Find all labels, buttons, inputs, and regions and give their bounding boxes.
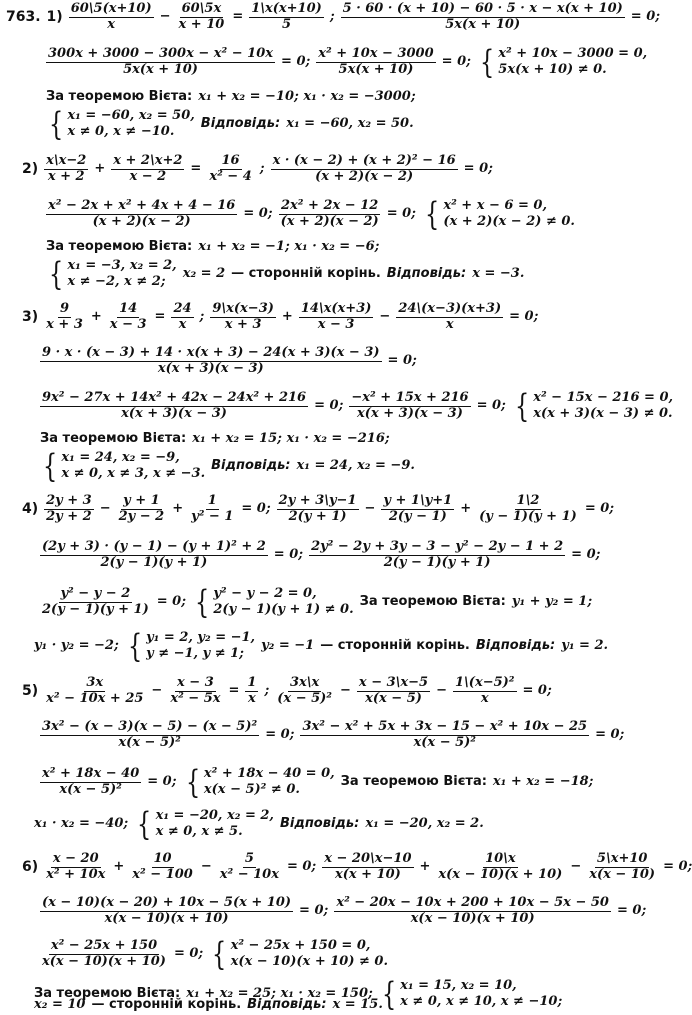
operator: − — [436, 682, 448, 698]
vieta-sum: x₁ + x₂ = −18; — [492, 773, 594, 789]
fraction: 3x x² − 10x + 25 — [46, 675, 144, 706]
fraction: $\frac{\text{9x² − 27x + 14x² + 42x − 24x² + 216}}{x(x + 3)(x - 3)}$ — [42, 389, 307, 421]
vieta-label: За теоремою Вієта: — [340, 773, 487, 789]
fraction: $\frac{\text{2y² − 2y + 3y − 3 − y² − 2y − 1 + 2}}{2(y - 1)(y + 1)}$ — [311, 539, 564, 570]
operator: = — [232, 8, 244, 24]
p4-label: 4) — [22, 501, 39, 518]
brace-icon: { — [49, 255, 64, 293]
fraction: $\frac{1\backslash x(x+10)}{5}$ — [251, 1, 322, 32]
operator: + — [94, 160, 106, 176]
fraction: $\frac{24}{x}$ — [173, 301, 192, 332]
fraction: x − 20 x² + 10x — [46, 851, 106, 882]
p4-line-3 — [40, 583, 596, 621]
fraction: $\frac{1}{\text{y² − 1}}$ — [191, 493, 234, 524]
equals-zero: = 0; — [281, 53, 311, 69]
vieta-product: y₁ · y₂ = −2; — [34, 637, 119, 653]
vieta-relations: x₁ + x₂ = −1; x₁ · x₂ = −6; — [198, 239, 380, 254]
brace-icon: { — [43, 447, 58, 485]
operator: + — [113, 858, 125, 874]
equation-system: { x₁ = −20, x₂ = 2, x ≠ 0, x ≠ 5. — [137, 805, 274, 843]
extraneous-label: — сторонній корінь. — [231, 265, 381, 281]
vieta-label: За теоремою Вієта: — [40, 431, 187, 446]
brace-icon: { — [425, 195, 440, 233]
p1-line-3 — [46, 90, 596, 105]
fraction: $\frac{\text{−x² + 15x + 216}}{x(x + 3)(x - 3)}$ — [351, 389, 469, 421]
equals-zero: = 0; — [265, 726, 295, 742]
operator: − — [570, 858, 582, 874]
vieta-label: За теоремою Вієта: — [46, 239, 193, 254]
equals-zero: = 0; — [663, 858, 692, 874]
equals-zero: = 0; — [463, 160, 493, 176]
equation-system: { x² + x − 6 = 0, (x + 2)(x − 2) ≠ 0. — [425, 195, 575, 233]
equals-zero: = 0; — [273, 546, 304, 562]
p1-label: 1) — [46, 9, 63, 26]
fraction: $\frac{\text{2x² + 2x − 12}}{(x + 2)(x - 2)}$ — [280, 197, 379, 229]
p3-label: 3) — [22, 309, 39, 326]
p4-line-4 — [34, 627, 609, 665]
equals-zero: = 0; — [509, 308, 539, 324]
equation-system: { x² + 10x − 3000 = 0, 5x(x + 10) ≠ 0. — [479, 43, 648, 81]
fraction: $\frac{y + 1}{2y - 2}$ — [118, 493, 165, 524]
equals-zero: = 0; — [173, 945, 204, 961]
operator: − — [340, 682, 351, 698]
operator: − — [200, 858, 212, 874]
fraction: $\frac{\text{x · (x − 2) + (x + 2)² − 16}}{(x + 2)(x - 2)}$ — [272, 153, 456, 184]
vieta-label: За теоремою Вієта: — [46, 89, 193, 104]
answer-value: x₁ = 24, x₂ = −9. — [296, 457, 415, 473]
fraction: 2y + 3\y−1 2(y + 1) — [278, 493, 357, 524]
brace-icon: { — [479, 43, 495, 81]
p1-line-1 — [6, 1, 661, 33]
fraction: $\frac{5\backslash x+10}{x(x - 10)}$ — [589, 851, 656, 882]
fraction: $\frac{(x - 10)(x - 20) + 10x - 5(x + 10)}{x(x - 10)(x + 10)}$ — [42, 895, 292, 926]
equals-zero: = 0; — [584, 500, 615, 516]
fraction: 60\5(x+10) x — [70, 1, 152, 32]
extraneous-label: — сторонній корінь. — [320, 637, 470, 653]
equation-system: { x₁ = −60, x₂ = 50, x ≠ 0, x ≠ −10. — [49, 105, 195, 143]
equals-zero: = 0; — [386, 205, 416, 221]
vieta-label: За теоремою Вієта: — [34, 985, 181, 1001]
operator: + — [172, 500, 184, 516]
p2-line-1 — [6, 154, 596, 185]
separator: ; — [264, 682, 270, 698]
operator: − — [151, 682, 163, 698]
p4-line-2 — [40, 539, 601, 571]
fraction: $\frac{24\backslash(x-3)(x+3)}{x}$ — [398, 301, 502, 332]
fraction: 9 x + 3 — [46, 301, 83, 332]
vieta-product: x₁ · x₂ = −40; — [34, 815, 129, 831]
p3-line-2 — [40, 346, 596, 377]
brace-icon: { — [212, 935, 227, 973]
fraction: $\frac{\text{x² − 2x + x² + 4x + 4 − 16}}{(x + 2)(x - 2)}$ — [48, 197, 236, 229]
equals-zero: = 0; — [387, 352, 417, 368]
operator: + — [460, 500, 472, 516]
operator: = — [190, 160, 202, 176]
fraction: $\frac{1\backslash 2}{(y - 1)(y + 1)}$ — [479, 493, 577, 524]
p5-line-2 — [40, 719, 625, 751]
equals-zero: = 0; — [476, 397, 506, 413]
p6-line-5 — [34, 998, 389, 1013]
extraneous-root: x₂ = 10 — [34, 997, 86, 1012]
fraction: $\frac{\text{1\textbackslash{}(x−5)²}}{x}$ — [455, 675, 515, 706]
operator: − — [99, 500, 111, 516]
equation-system: { x² − 25x + 150 = 0, x(x − 10)(x + 10) ≠ 0. — [212, 935, 389, 973]
p3-line-1 — [6, 302, 596, 333]
operator: + — [90, 308, 102, 324]
answer-label: Відповідь: — [211, 457, 291, 473]
brace-icon: { — [381, 975, 397, 1013]
p5-label: 5) — [22, 683, 39, 700]
operator: − — [159, 8, 171, 24]
fraction: $\frac{x + 2\backslash x+2}{x - 2}$ — [113, 153, 183, 184]
answer-label: Відповідь: — [386, 265, 467, 281]
fraction: $\frac{y + 1\backslash y+1}{2(y - 1)}$ — [383, 493, 453, 524]
equals-zero: = 0; — [630, 8, 661, 24]
operator: = — [154, 308, 166, 324]
fraction: $\frac{\text{(2y + 3) · (y − 1) − (y + 1)² + 2}}{2(y - 1)(y + 1)}$ — [42, 539, 266, 570]
fraction: $\frac{10}{\text{x² − 100}}$ — [132, 851, 193, 882]
equation-system: { x₁ = −3, x₂ = 2, x ≠ −2, x ≠ 2; — [49, 255, 177, 293]
fraction: $\frac{x - 3\backslash x-5}{x(x - 5)}$ — [358, 675, 429, 706]
extraneous-root: y₂ = −1 — [261, 637, 315, 653]
vieta-relations: x₁ + x₂ = 15; x₁ · x₂ = −216; — [192, 431, 390, 446]
brace-icon: { — [127, 627, 143, 665]
fraction: x\x−2 x + 2 — [46, 153, 87, 184]
p2-line-2 — [46, 195, 596, 233]
equation-system: { x² + 18x − 40 = 0, x(x − 5)² ≠ 0. — [185, 763, 335, 801]
brace-icon: { — [195, 583, 210, 621]
equals-zero: = 0; — [522, 682, 552, 698]
problem-number: 763. — [6, 9, 41, 26]
p4-line-1 — [6, 493, 615, 525]
p1-line-4 — [46, 105, 596, 143]
equation-system: { x₁ = 24, x₂ = −9, x ≠ 0, x ≠ 3, x ≠ −3. — [43, 447, 206, 485]
answer-value: y₁ = 2. — [561, 637, 609, 653]
fraction: $\frac{\text{x² + 10x − 3000}}{5x(x + 10)}$ — [318, 45, 434, 77]
fraction: $\frac{5}{\text{x² − 10x}}$ — [219, 851, 279, 882]
p2-line-3 — [46, 240, 596, 255]
fraction: $\frac{\text{x² − 20x − 10x + 200 + 10x − 5x − 50}}{x(x - 10)(x + 10)}$ — [336, 895, 609, 926]
fraction: $\frac{\text{3x² − (x − 3)(x − 5) − (x − 5)²}}{\text{x(x − 5)²}}$ — [42, 719, 258, 750]
fraction: $\frac{x - 3}{\text{x² − 5x}}$ — [170, 675, 221, 706]
brace-icon: { — [137, 805, 152, 843]
equals-zero: = 0; — [243, 205, 273, 221]
fraction: $\frac{60\backslash 5x}{x + 10}$ — [178, 1, 225, 32]
fraction: 3x\x (x − 5)² — [277, 675, 333, 706]
separator: ; — [259, 160, 265, 176]
p6-line-3 — [40, 935, 596, 973]
p6-line-2 — [40, 895, 647, 927]
equation-system: { x₁ = 15, x₂ = 10, x ≠ 0, x ≠ 10, x ≠ −10; — [381, 975, 563, 1013]
separator: ; — [199, 308, 205, 324]
fraction: $\frac{9 \cdot x \cdot (x - 3) + 14 \cdot x(x + 3) - 24(x + 3)(x - 3)}{x(x + 3)(x - 3)}$ — [42, 345, 380, 376]
p1-line-2 — [46, 43, 648, 81]
brace-icon: { — [49, 105, 64, 143]
equals-zero: = 0; — [616, 902, 647, 918]
answer-label: Відповідь: — [279, 815, 360, 831]
answer-label: Відповідь: — [247, 997, 327, 1012]
fraction: $\frac{14}{x - 3}$ — [109, 301, 147, 332]
p2-line-4 — [46, 255, 596, 293]
separator: ; — [329, 8, 335, 24]
equals-zero: = 0; — [595, 726, 625, 742]
answer-value: x₁ = −60, x₂ = 50. — [286, 115, 414, 131]
p5-line-3 — [40, 763, 596, 801]
fraction: 2y + 3 2y + 2 — [46, 493, 92, 524]
equals-zero: = 0; — [147, 773, 177, 789]
fraction: x − 20\x−10 x(x + 10) — [324, 851, 412, 882]
equals-zero: = 0; — [286, 858, 317, 874]
p2-label: 2) — [22, 161, 39, 178]
p6-line-1 — [6, 851, 692, 883]
fraction: $\frac{1}{x}$ — [247, 675, 257, 706]
fraction: 9\x(x−3) x + 3 — [212, 301, 274, 332]
p5-line-4 — [34, 805, 596, 843]
p6-label: 6) — [22, 859, 39, 876]
equals-zero: = 0; — [571, 546, 601, 562]
vieta-sum: y₁ + y₂ = 1; — [511, 593, 593, 609]
p3-line-3 — [40, 387, 674, 425]
extraneous-root: x₂ = 2 — [182, 265, 226, 281]
answer-value: x = −3. — [472, 265, 525, 281]
fraction: $\frac{\text{y² − y − 2}}{2(y - 1)(y + 1)}$ — [42, 585, 149, 617]
answer-value: x = 15. — [332, 997, 383, 1012]
operator: + — [281, 308, 293, 324]
answer-label: Відповідь: — [475, 637, 556, 653]
brace-icon: { — [514, 387, 530, 425]
extraneous-label: — сторонній корінь. — [91, 997, 242, 1012]
vieta-relations: x₁ + x₂ = 25; x₁ · x₂ = 150; — [186, 985, 373, 1001]
brace-icon: { — [185, 763, 200, 801]
p3-line-5 — [40, 447, 596, 485]
fraction: $\frac{14\backslash x(x+3)}{x - 3}$ — [300, 301, 372, 332]
fraction: $\frac{16}{\text{x² − 4}}$ — [209, 153, 252, 184]
p3-line-4 — [40, 432, 596, 447]
equals-zero: = 0; — [156, 593, 187, 609]
equals-zero: = 0; — [314, 397, 344, 413]
vieta-relations: x₁ + x₂ = −10; x₁ · x₂ = −3000; — [198, 89, 416, 104]
fraction: $\frac{\text{300x + 3000 − 300x − x² − 10x}}{5x(x + 10)}$ — [48, 45, 274, 77]
fraction: $\frac{\text{3x² − x² + 5x + 3x − 15 − x² + 10x − 25}}{\text{x(x − 5)²}}$ — [302, 719, 588, 750]
equation-system: { x² − 15x − 216 = 0, x(x + 3)(x − 3) ≠ 0. — [514, 387, 674, 425]
vieta-label: За теоремою Вієта: — [359, 593, 506, 609]
fraction: $\frac{\text{x² + 18x − 40}}{\text{x(x − 5)²}}$ — [42, 765, 140, 797]
answer-value: x₁ = −20, x₂ = 2. — [365, 815, 484, 831]
answer-label: Відповідь: — [200, 115, 281, 131]
operator: − — [364, 500, 376, 516]
equals-zero: = 0; — [299, 902, 329, 918]
equals-zero: = 0; — [441, 53, 471, 69]
operator: = — [228, 682, 240, 698]
fraction: $\frac{\text{x² − 25x + 150}}{x(x - 10)(x + 10)}$ — [42, 937, 166, 969]
equals-zero: = 0; — [241, 500, 271, 516]
fraction: $\frac{5 \cdot 60 \cdot (x + 10) - 60 \cdot 5 \cdot x - x(x + 10)}{5x(x + 10)}$ — [342, 1, 623, 32]
equation-system: { y² − y − 2 = 0, 2(y − 1)(y + 1) ≠ 0. — [195, 583, 354, 621]
fraction: $\frac{10\backslash x}{x(x - 10)(x + 10)}$ — [438, 851, 563, 882]
equation-system: { y₁ = 2, y₂ = −1, y ≠ −1, y ≠ 1; — [127, 627, 256, 665]
operator: + — [419, 858, 431, 874]
p5-line-1 — [6, 676, 596, 707]
operator: − — [379, 308, 391, 324]
